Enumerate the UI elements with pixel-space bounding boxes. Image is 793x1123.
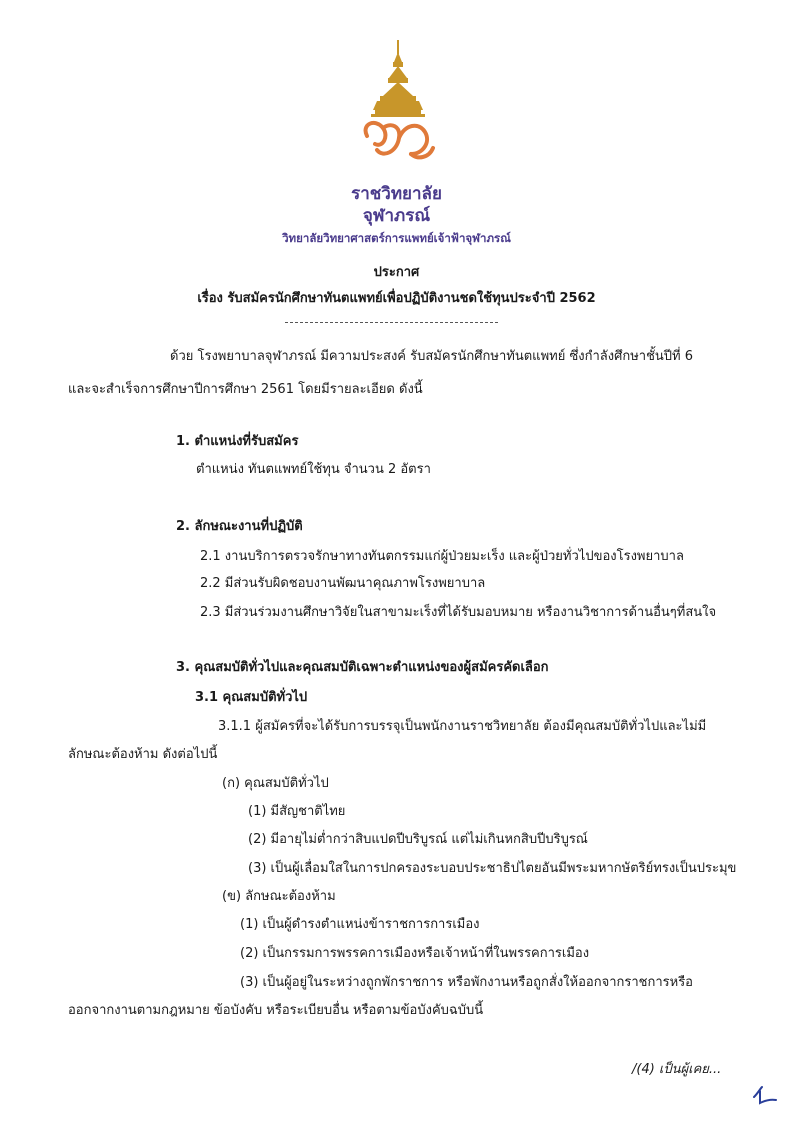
college-logo <box>353 38 443 170</box>
page-continuation: /(4) เป็นผู้เคย... <box>632 1062 722 1077</box>
section3-heading: 3. คุณสมบัติทั่วไปและคุณสมบัติเฉพาะตำแหน่งของผู้สมัครคัดเลือก <box>176 660 549 675</box>
kho-item-3-continued: ออกจากงานตามกฎหมาย ข้อบังคับ หรือระเบียบอื่น หรือตามข้อบังคับฉบับนี้ <box>68 1003 484 1018</box>
emblem-figure <box>366 123 433 157</box>
ka-item: (3) เป็นผู้เลื่อมใสในการปกครองระบอบประชาธิปไตยอันมีพระมหากษัตริย์ทรงเป็นประมุข <box>248 861 737 876</box>
ka-item: (2) มีอายุไม่ต่ำกว่าสิบแปดปีบริบูรณ์ แต่ไม่เกินหกสิบปีบริบูรณ์ <box>248 832 588 847</box>
clause-3-1-1-line-2: ลักษณะต้องห้าม ดังต่อไปนี้ <box>68 747 218 762</box>
org-subtitle: วิทยาลัยวิทยาศาสตร์การแพทย์เจ้าฟ้าจุฬาภรณ์ <box>282 231 511 245</box>
section2-item: 2.1 งานบริการตรวจรักษาทางทันตกรรมแก่ผู้ป่วยมะเร็ง และผู้ป่วยทั่วไปของโรงพยาบาล <box>200 549 684 564</box>
kho-heading: (ข) ลักษณะต้องห้าม <box>222 889 336 904</box>
section1-heading: 1. ตำแหน่งที่รับสมัคร <box>176 434 299 449</box>
org-name-line1: ราชวิทยาลัย <box>351 184 442 204</box>
ka-item: (1) มีสัญชาติไทย <box>248 804 346 819</box>
kho-item: (1) เป็นผู้ดำรงตำแหน่งข้าราชการการเมือง <box>240 917 480 932</box>
section3-1-heading: 3.1 คุณสมบัติทั่วไป <box>195 690 308 705</box>
section2-item: 2.3 มีส่วนร่วมงานศึกษาวิจัยในสาขามะเร็งที่ได้รับมอบหมาย หรืองานวิชาการด้านอื่นๆที่สนใจ <box>200 605 717 620</box>
section1-position: ตำแหน่ง ทันตแพทย์ใช้ทุน จำนวน 2 อัตรา <box>196 462 431 477</box>
intro-line-1: ด้วย โรงพยาบาลจุฬาภรณ์ มีความประสงค์ รับสมัครนักศึกษาทันตแพทย์ ซึ่งกำลังศึกษาชั้นปีที่ 6 <box>170 349 694 364</box>
clause-3-1-1-line-1: 3.1.1 ผู้สมัครที่จะได้รับการบรรจุเป็นพนักงานราชวิทยาลัย ต้องมีคุณสมบัติทั่วไปและไม่มี <box>218 719 707 734</box>
signature-mark <box>750 1083 780 1107</box>
kho-item: (3) เป็นผู้อยู่ในระหว่างถูกพักราชการ หรือพักงานหรือถูกสั่งให้ออกจากราชการหรือ <box>240 975 693 990</box>
intro-line-2: และจะสำเร็จการศึกษาปีการศึกษา 2561 โดยมีรายละเอียด ดังนี้ <box>68 382 423 397</box>
announcement-title: ประกาศ <box>373 265 420 280</box>
org-name-line2: จุฬาภรณ์ <box>362 206 431 226</box>
section2-heading: 2. ลักษณะงานที่ปฏิบัติ <box>176 519 303 534</box>
ka-heading: (ก) คุณสมบัติทั่วไป <box>222 776 329 791</box>
divider-line <box>285 322 498 323</box>
spire-emblem <box>371 40 425 117</box>
section2-item: 2.2 มีส่วนรับผิดชอบงานพัฒนาคุณภาพโรงพยาบาล <box>200 576 486 591</box>
announcement-subject: เรื่อง รับสมัครนักศึกษาทันตแพทย์เพื่อปฏิบัติงานชดใช้ทุนประจำปี 2562 <box>197 291 596 306</box>
kho-item: (2) เป็นกรรมการพรรคการเมืองหรือเจ้าหน้าที่ในพรรคการเมือง <box>240 946 590 961</box>
